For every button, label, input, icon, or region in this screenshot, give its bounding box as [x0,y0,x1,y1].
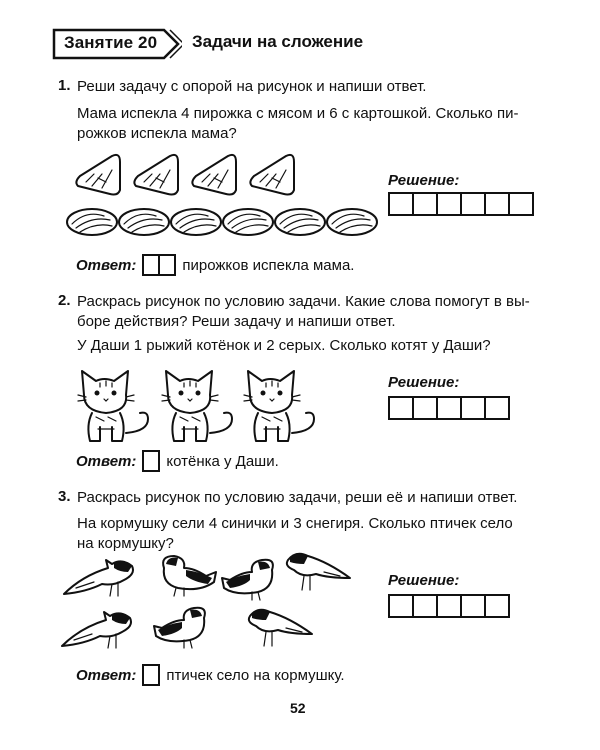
bird-icon [154,608,205,648]
answer-cell[interactable] [142,450,160,472]
solution-cell[interactable] [412,396,438,420]
task-3-birds-picture [60,548,370,656]
page-number: 52 [290,700,306,716]
pie-icon [134,155,178,195]
solution-cell[interactable] [412,192,438,216]
lesson-title: Задачи на сложение [192,32,364,51]
solution-cell[interactable] [460,594,486,618]
solution-cell[interactable] [460,396,486,420]
answer-cell[interactable] [158,254,176,276]
task-1-solution-label: Решение: [388,172,460,189]
pie-icon [327,209,377,235]
task-2-answer-row [76,450,279,472]
task-1-answer-text: пирожков испекла мама. [182,256,355,274]
bird-icon [249,609,312,646]
pie-icon [76,155,120,195]
task-1-number: 1. [58,77,71,94]
task-1-solution-grid[interactable] [388,192,534,216]
task-1-pies-picture [66,148,386,248]
task-3-answer-row [76,664,345,686]
kitten-icon [162,371,232,441]
task-3-instruction: Раскрась рисунок по условию задачи, реши её и напиши ответ. [77,489,518,506]
task-3-problem-line1: На кормушку сели 4 синички и 3 снегиря. Сколько птичек село [77,515,513,532]
kitten-icon [244,371,314,441]
pie-icon [119,209,169,235]
solution-cell[interactable] [436,396,462,420]
pie-icon [171,209,221,235]
task-3-answer-box[interactable] [142,664,160,686]
task-2-kittens-picture [70,365,320,447]
task-1-problem-line1: Мама испекла 4 пирожка с мясом и 6 с картошкой. Сколько пи- [77,105,519,122]
bird-icon [222,560,273,600]
task-3-solution-grid[interactable] [388,594,510,618]
kitten-icon [78,371,148,441]
bird-icon [163,556,216,596]
task-2-answer-box[interactable] [142,450,160,472]
bird-icon [62,612,131,648]
task-2-solution-label: Решение: [388,374,460,391]
task-1-problem-line2: рожков испекла мама? [77,125,237,142]
solution-cell[interactable] [436,594,462,618]
solution-cell[interactable] [412,594,438,618]
task-3-solution-label: Решение: [388,572,460,589]
task-3-problem-line2: на кормушку? [77,535,174,552]
solution-cell[interactable] [388,396,414,420]
bird-icon [64,560,133,596]
task-2-answer-text: котёнка у Даши. [166,452,279,470]
solution-cell[interactable] [508,192,534,216]
pie-icon [192,155,236,195]
answer-cell[interactable] [142,664,160,686]
task-2-problem: У Даши 1 рыжий котёнок и 2 серых. Сколько котят у Даши? [77,337,491,354]
solution-cell[interactable] [388,594,414,618]
task-3-number: 3. [58,488,71,505]
task-2-answer-label: Ответ: [76,452,137,470]
bird-icon [287,553,350,590]
task-1-answer-box[interactable] [142,254,176,276]
solution-cell[interactable] [484,594,510,618]
pie-icon [250,155,294,195]
pie-icon [67,209,117,235]
task-1-problem [77,104,547,144]
task-3-answer-label: Ответ: [76,666,137,684]
pie-icon [223,209,273,235]
task-2-instruction-line2: боре действия? Реши задачу и напиши ответ. [77,313,396,330]
pie-icon [275,209,325,235]
solution-cell[interactable] [388,192,414,216]
task-3-answer-text: птичек село на кормушку. [166,666,345,684]
task-2-instruction [77,292,557,332]
task-2-solution-grid[interactable] [388,396,510,420]
task-2-number: 2. [58,292,71,309]
solution-cell[interactable] [484,396,510,420]
task-1-answer-row [76,254,354,276]
lesson-tab [52,28,170,58]
solution-cell[interactable] [436,192,462,216]
solution-cell[interactable] [460,192,486,216]
task-1-answer-label: Ответ: [76,256,137,274]
task-2-instruction-line1: Раскрась рисунок по условию задачи. Какие слова помогут в вы- [77,293,530,310]
lesson-label: Занятие 20 [64,33,158,52]
solution-cell[interactable] [484,192,510,216]
task-1-instruction: Реши задачу с опорой на рисунок и напиши ответ. [77,78,427,95]
